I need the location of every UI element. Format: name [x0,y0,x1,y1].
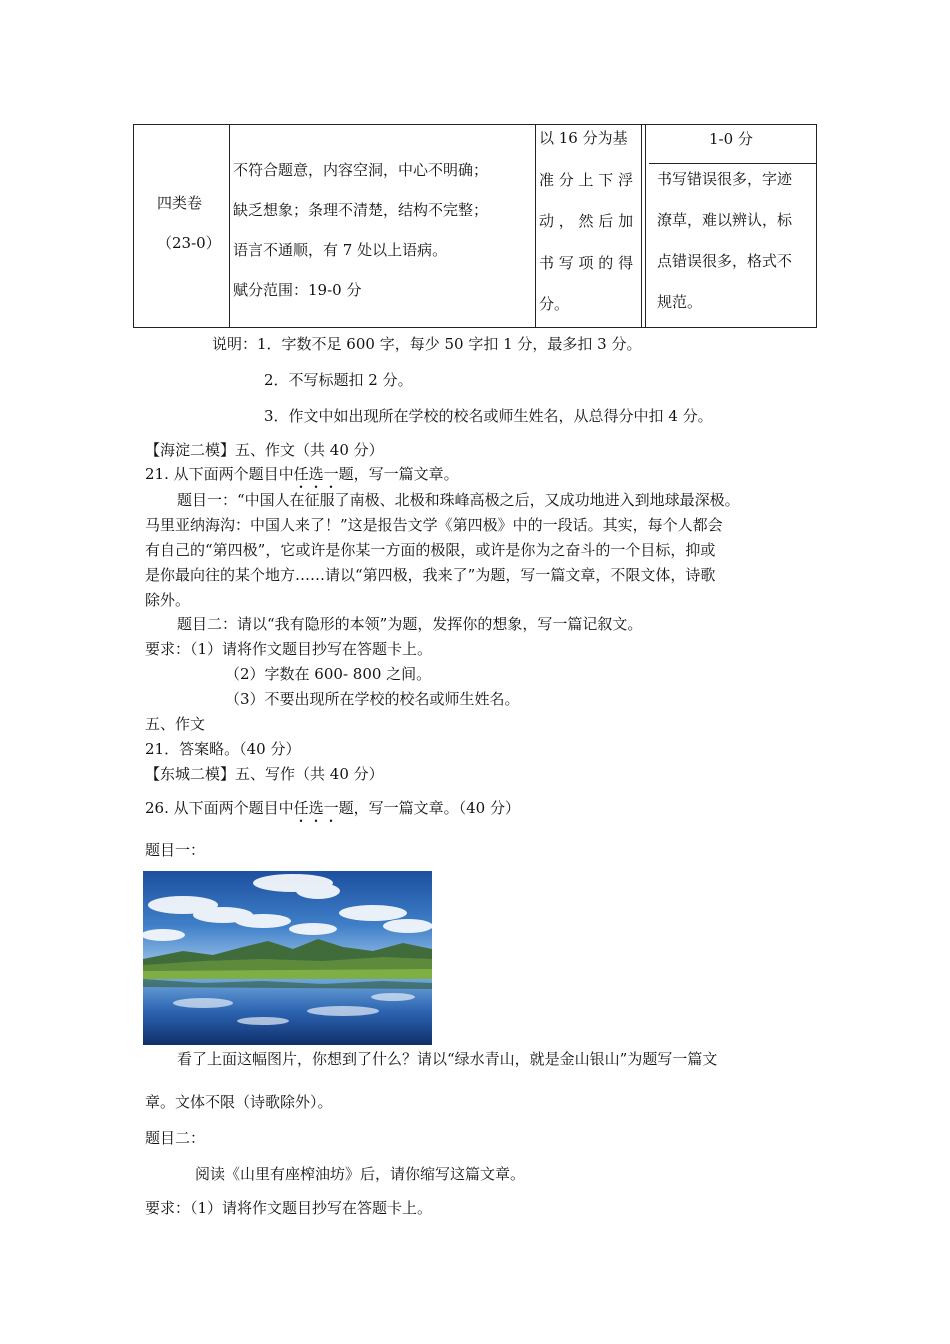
emphasis-text: 任选一 [293,465,339,483]
topic-line: 有自己的“第四极”，它或许是你某一方面的极限，或许是你为之奋斗的一个目标，抑或 [145,541,716,559]
scoring-line: 准 分 上 下 浮 [539,170,634,189]
question-suffix: 题，写一篇文章。（40 分） [338,799,520,817]
haidian-req1: 要求：（1）请将作文题目抄写在答题卡上。 [145,640,433,658]
question-suffix: 题，写一篇文章。 [338,465,459,483]
landscape-image [143,871,432,1045]
question-prefix: 26. 从下面两个题目中 [145,799,294,817]
criteria-text [233,150,488,310]
answer-text: 21．答案略。（40 分） [145,740,301,758]
scoring-line: 书 写 项 的 得 [539,253,634,272]
writing-desc-line: 点错误很多，格式不 [657,252,793,270]
writing-desc [657,159,792,323]
topic-line: 题目一：“中国人在征服了南极、北极和珠峰高极之后，又成功地进入到地球最深极。 [177,491,740,509]
scoring-line: 以 16 分为基 [539,129,628,147]
question-prefix: 21. 从下面两个题目中 [145,465,294,483]
dongcheng-topic1-text2: 章。文体不限（诗歌除外）。 [145,1093,333,1111]
dongcheng-header: 【东城二模】五、写作（共 40 分） [145,765,384,783]
table-divider [535,124,536,328]
dongcheng-topic1-label: 题目一： [145,841,206,859]
haidian-header: 【海淀二模】五、作文（共 40 分） [145,441,384,459]
criteria-line: 赋分范围：19-0 分 [233,281,362,299]
criteria-line: 不符合题意，内容空洞，中心不明确； [233,161,489,179]
haidian-topic1 [145,488,817,613]
writing-desc-line: 书写错误很多，字迹 [657,170,793,188]
dongcheng-req1: 要求：（1）请将作文题目抄写在答题卡上。 [145,1199,433,1217]
table-divider [645,124,646,328]
criteria-line: 缺乏想象；条理不清楚，结构不完整； [233,201,489,219]
table-divider [229,124,230,328]
note-3: 3．作文中如出现所在学校的校名或师生姓名，从总得分中扣 4 分。 [264,407,713,425]
writing-desc-line: 潦草，难以辨认，标 [657,211,793,229]
haidian-topic2: 题目二：请以“我有隐形的本领”为题，发挥你的想象，写一篇记叙文。 [177,615,643,633]
criteria-line: 语言不通顺，有 7 处以上语病。 [233,241,448,259]
topic-line: 是你最向往的某个地方……请以“第四极，我来了”为题，写一篇文章，不限文体，诗歌 [145,566,716,584]
dongcheng-topic1-text1: 看了上面这幅图片，你想到了什么？请以“绿水青山，就是金山银山”为题写一篇文 [177,1050,718,1068]
scoring-text [539,118,633,326]
answer-header: 五、作文 [145,715,206,733]
topic-line: 除外。 [145,591,191,609]
dongcheng-topic2-text: 阅读《山里有座榨油坊》后，请你缩写这篇文章。 [195,1165,526,1183]
writing-desc-line: 规范。 [657,293,703,311]
note-2: 2．不写标题扣 2 分。 [264,371,413,389]
scoring-line: 动 ， 然 后 加 [539,212,634,230]
note-1: 说明：1．字数不足 600 字，每少 50 字扣 1 分，最多扣 3 分。 [212,335,642,353]
table-divider [641,124,642,328]
dongcheng-question [145,797,520,826]
dongcheng-topic2-label: 题目二： [145,1129,206,1147]
haidian-req2: （2）字数在 600- 800 之间。 [225,665,432,683]
emphasis-text: 任选一 [293,799,339,817]
writing-score: 1-0 分 [709,130,753,148]
haidian-req3: （3）不要出现所在学校的校名或师生姓名。 [225,690,520,708]
topic-line: 马里亚纳海沟：中国人来了！”这是报告文学《第四极》中的一段话。其实，每个人都会 [145,516,723,534]
category-label: 四类卷 [157,194,203,212]
scoring-line: 分。 [539,295,570,313]
category-range: （23-0） [157,234,221,252]
grading-table [133,124,817,328]
landscape-photo [143,871,432,1045]
